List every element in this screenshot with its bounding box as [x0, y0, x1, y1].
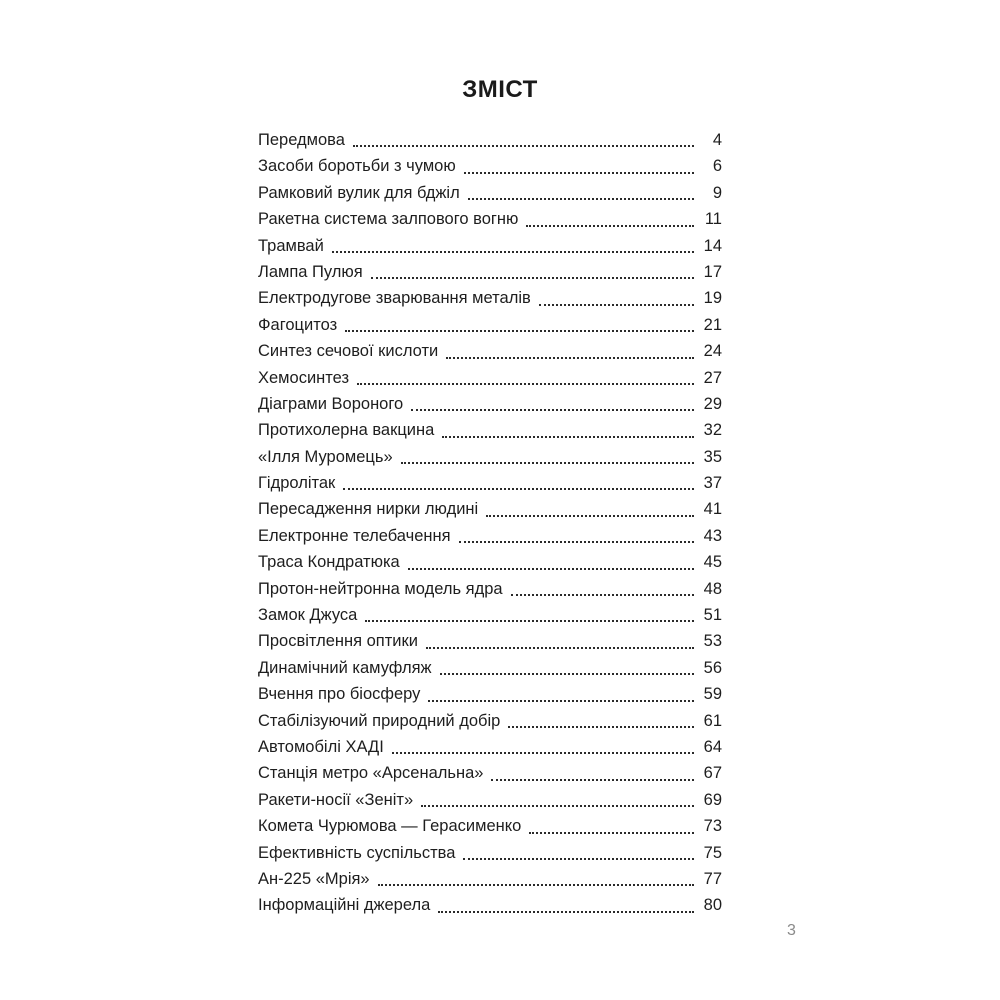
toc-entry-page: 67 [703, 764, 722, 783]
toc-entry-title: Рамковий вулик для бджіл [258, 183, 460, 202]
toc-entry-page: 53 [703, 632, 722, 651]
toc-entry[interactable] [258, 444, 722, 470]
toc-entry-title: Засоби боротьби з чумою [258, 157, 456, 176]
toc-entry-title: Хемосинтез [258, 368, 350, 387]
toc-entry-title: Вчення про біосферу [258, 685, 421, 704]
toc-entry-title: Просвітлення оптики [258, 632, 418, 651]
toc-entry-title: Станція метро «Арсенальна» [258, 764, 484, 783]
toc-entry-title: Замок Джуса [258, 606, 358, 625]
toc-entry[interactable] [258, 576, 722, 602]
dot-leader [459, 540, 694, 543]
toc-entry[interactable] [258, 259, 722, 285]
toc-entry[interactable] [258, 787, 722, 813]
toc-entry[interactable] [258, 734, 722, 760]
toc-entry-page: 21 [703, 315, 722, 334]
dot-leader [411, 408, 694, 411]
toc-entry-title: Автомобілі ХАДІ [258, 737, 384, 756]
toc-entry-title: Гідролітак [258, 474, 336, 493]
dot-leader [539, 303, 694, 306]
toc-entry[interactable] [258, 391, 722, 417]
toc-entry-title: Динамічний камуфляж [258, 658, 432, 677]
toc-entry[interactable] [258, 760, 722, 786]
toc-entry-page: 35 [703, 447, 722, 466]
toc-entry-page: 73 [703, 817, 722, 836]
toc-entry[interactable] [258, 127, 722, 153]
dot-leader [526, 224, 694, 227]
toc-entry-page: 77 [703, 869, 722, 888]
toc-entry-title: Комета Чурюмова — Герасименко [258, 817, 522, 836]
dot-leader [401, 461, 694, 464]
toc-entry[interactable] [258, 180, 722, 206]
toc-entry-page: 27 [703, 368, 722, 387]
toc-entry-title: Протон-нейтронна модель ядра [258, 579, 503, 598]
toc-entry-page: 61 [703, 711, 722, 730]
toc-entry-page: 9 [712, 183, 722, 202]
dot-leader [511, 593, 694, 596]
toc-entry[interactable] [258, 153, 722, 179]
dot-leader [508, 725, 694, 728]
toc-entry[interactable] [258, 708, 722, 734]
toc-entry-page: 59 [703, 685, 722, 704]
toc-entry-page: 51 [703, 606, 722, 625]
toc-entry[interactable] [258, 365, 722, 391]
toc-entry[interactable] [258, 285, 722, 311]
toc-entry-title: Пересадження нирки людині [258, 500, 479, 519]
dot-leader [442, 435, 694, 438]
toc-entry[interactable] [258, 628, 722, 654]
toc-entry[interactable] [258, 470, 722, 496]
dot-leader [440, 672, 694, 675]
toc-entry[interactable] [258, 866, 722, 892]
toc-entry-title: «Ілля Муромець» [258, 447, 393, 466]
toc-entry-page: 48 [703, 579, 722, 598]
dot-leader [371, 276, 694, 279]
toc-entry-title: Ракетна система залпового вогню [258, 210, 519, 229]
toc-entry-page: 6 [712, 157, 722, 176]
toc-entry[interactable] [258, 549, 722, 575]
page-title: ЗМІСТ [462, 76, 538, 103]
toc-entry-title: Діаграми Вороного [258, 394, 404, 413]
toc-entry-page: 14 [703, 236, 722, 255]
dot-leader [365, 619, 694, 622]
toc-entry[interactable] [258, 523, 722, 549]
page-number: 3 [787, 922, 796, 939]
toc-entry[interactable] [258, 813, 722, 839]
toc-entry-title: Фагоцитоз [258, 315, 338, 334]
toc-entry-title: Ан-225 «Мрія» [258, 869, 370, 888]
toc-entry-page: 56 [703, 658, 722, 677]
dot-leader [464, 171, 694, 174]
dot-leader [463, 857, 694, 860]
dot-leader [343, 487, 694, 490]
toc-entry-page: 37 [703, 474, 722, 493]
toc-entry-title: Траса Кондратюка [258, 553, 400, 572]
toc-entry-title: Ракети-носії «Зеніт» [258, 790, 414, 809]
dot-leader [426, 646, 694, 649]
dot-leader [486, 514, 694, 517]
toc-entry-title: Електронне телебачення [258, 526, 451, 545]
toc-entry-page: 17 [703, 262, 722, 281]
dot-leader [529, 831, 694, 834]
toc-entry-page: 4 [712, 131, 722, 149]
dot-leader [446, 356, 694, 359]
toc-entry[interactable] [258, 312, 722, 338]
toc-entry-page: 43 [703, 526, 722, 545]
toc-entry-page: 45 [703, 553, 722, 572]
toc-entry-title: Трамвай [258, 236, 324, 255]
table-of-contents [258, 127, 722, 919]
toc-entry[interactable] [258, 892, 722, 918]
dot-leader [345, 329, 694, 332]
toc-entry-page: 80 [703, 896, 722, 915]
toc-entry[interactable] [258, 840, 722, 866]
dot-leader [468, 197, 694, 200]
toc-entry-page: 69 [703, 790, 722, 809]
toc-entry-title: Електродугове зварювання металів [258, 289, 531, 308]
toc-entry-title: Ефективність суспільства [258, 843, 456, 862]
toc-entry-title: Синтез сечової кислоти [258, 342, 439, 361]
toc-entry[interactable] [258, 496, 722, 522]
toc-entry[interactable] [258, 602, 722, 628]
toc-entry-title: Інформаційні джерела [258, 896, 431, 915]
toc-entry-page: 11 [704, 210, 722, 229]
dot-leader [392, 751, 694, 754]
dot-leader [491, 778, 694, 781]
toc-entry-title: Стабілізуючий природний добір [258, 711, 501, 730]
toc-entry-page: 29 [703, 394, 722, 413]
toc-entry-page: 19 [703, 289, 722, 308]
toc-entry[interactable] [258, 655, 722, 681]
dot-leader [421, 804, 694, 807]
toc-entry[interactable] [258, 233, 722, 259]
toc-entry-title: Протихолерна вакцина [258, 421, 435, 440]
toc-entry[interactable] [258, 417, 722, 443]
dot-leader [357, 382, 694, 385]
dot-leader [378, 883, 694, 886]
toc-entry-title: Лампа Пулюя [258, 262, 363, 281]
toc-entry-page: 32 [703, 421, 722, 440]
toc-entry[interactable] [258, 681, 722, 707]
dot-leader [408, 567, 694, 570]
dot-leader [353, 144, 694, 147]
toc-entry-page: 64 [703, 737, 722, 756]
toc-entry-page: 75 [703, 843, 722, 862]
toc-entry-page: 24 [703, 342, 722, 361]
toc-entry-title: Передмова [258, 131, 345, 149]
toc-entry[interactable] [258, 206, 722, 232]
dot-leader [428, 699, 694, 702]
dot-leader [438, 910, 694, 913]
toc-entry-page: 41 [703, 500, 722, 519]
dot-leader [332, 250, 694, 253]
toc-entry[interactable] [258, 338, 722, 364]
